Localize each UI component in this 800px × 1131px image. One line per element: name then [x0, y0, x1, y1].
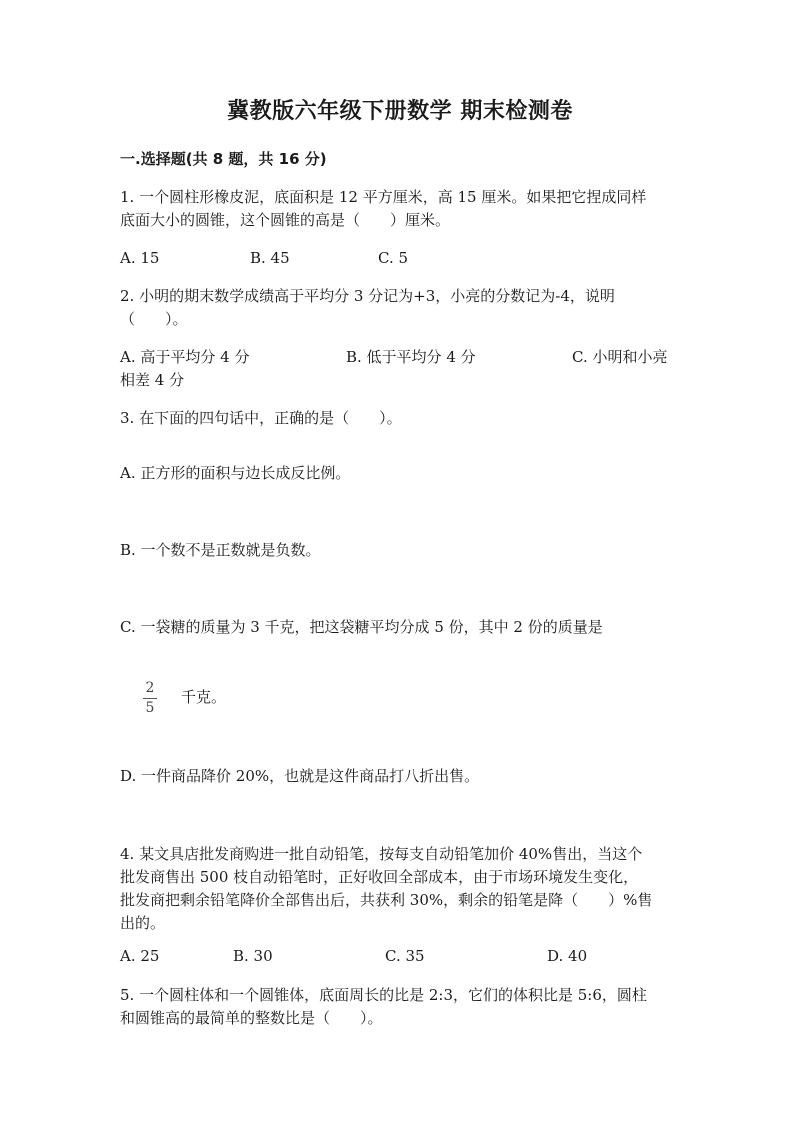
question-3: 3. 在下面的四句话中，正确的是（ ）。	[120, 409, 402, 427]
question-2-options	[120, 346, 680, 369]
option-a: A. 15	[120, 249, 160, 267]
fraction	[143, 680, 157, 717]
question-text-line: 1. 一个圆柱形橡皮泥，底面积是 12 平方厘米，高 15 厘米。如果把它捏成同样	[120, 188, 647, 206]
option-c-unit: 千克。	[181, 688, 227, 706]
question-4	[120, 843, 680, 935]
option-b: B. 低于平均分 4 分	[346, 348, 476, 366]
option-c: C. 小明和小亮	[572, 348, 668, 366]
question-text-line: 2. 小明的期末数学成绩高于平均分 3 分记为+3，小亮的分数记为-4，说明	[120, 287, 615, 305]
question-text-line: 4. 某文具店批发商购进一批自动铅笔，按每支自动铅笔加价 40%售出，当这个	[120, 845, 643, 863]
section-heading: 一.选择题(共 8 题，共 16 分)	[120, 150, 327, 168]
question-text-line: 底面大小的圆锥，这个圆锥的高是（ ）厘米。	[120, 211, 451, 229]
option-c: C. 5	[378, 249, 409, 267]
question-text-line: 和圆锥高的最简单的整数比是（ ）。	[120, 1009, 383, 1027]
question-text-line: （ ）。	[120, 310, 188, 328]
question-text-line: 出的。	[120, 914, 166, 932]
option-b: B. 45	[250, 249, 290, 267]
option-d: D. 一件商品降价 20%，也就是这件商品打八折出售。	[120, 767, 480, 785]
fraction-numerator: 2	[145, 680, 155, 696]
question-2	[120, 285, 680, 331]
question-4-options	[120, 945, 680, 968]
option-a: A. 25	[120, 947, 160, 965]
option-a: A. 高于平均分 4 分	[120, 348, 250, 366]
question-1-options	[120, 247, 680, 270]
question-1	[120, 186, 680, 232]
question-text-line: 批发商售出 500 枝自动铅笔时，正好收回全部成本，由于市场环境发生变化，	[120, 868, 639, 886]
question-5	[120, 984, 680, 1030]
option-b: B. 30	[233, 947, 273, 965]
fraction-denominator: 5	[145, 700, 155, 716]
option-c: C. 一袋糖的质量为 3 千克，把这袋糖平均分成 5 份，其中 2 份的质量是	[120, 618, 603, 636]
page-title: 冀教版六年级下册数学 期末检测卷	[227, 99, 573, 124]
option-c-continuation: 相差 4 分	[120, 371, 185, 389]
option-b: B. 一个数不是正数就是负数。	[120, 541, 321, 559]
question-text-line: 批发商把剩余铅笔降价全部售出后，共获利 30%，剩余的铅笔是降（ ）%售	[120, 891, 653, 909]
option-c: C. 35	[385, 947, 425, 965]
fraction-bar	[143, 698, 157, 699]
option-a: A. 正方形的面积与边长成反比例。	[120, 464, 351, 482]
option-d: D. 40	[547, 947, 588, 965]
question-text-line: 5. 一个圆柱体和一个圆锥体，底面周长的比是 2:3，它们的体积比是 5:6，圆柱	[120, 986, 647, 1004]
